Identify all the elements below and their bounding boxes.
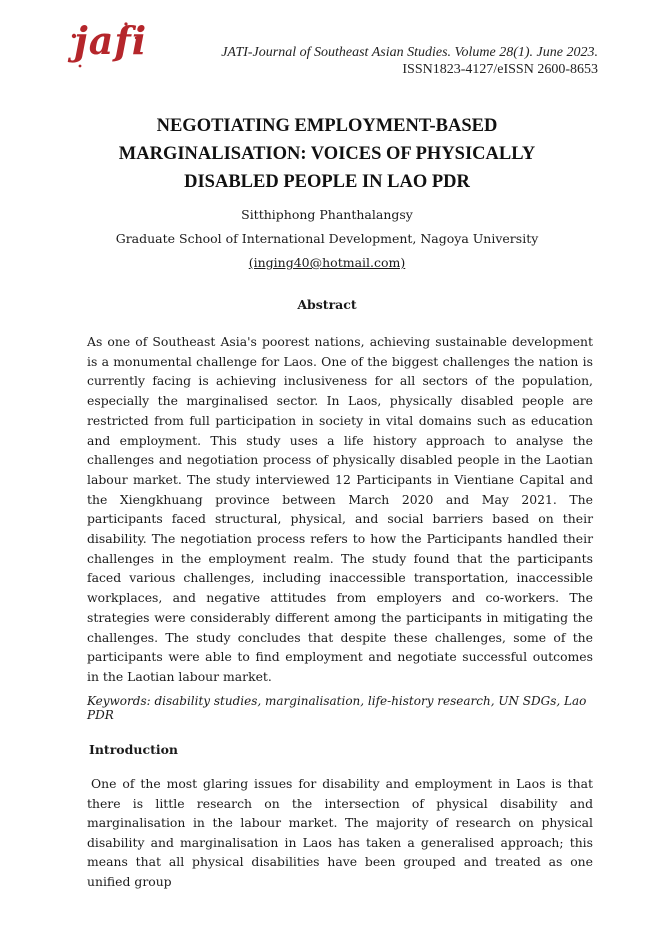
journal-volume: JATI-Journal of Southeast Asian Studies. Volume 28(1). June 2023. [221, 45, 598, 60]
author-block [40, 203, 614, 275]
introduction-heading: Introduction [89, 742, 179, 757]
abstract-heading: Abstract [297, 297, 357, 312]
journal-citation [221, 44, 598, 78]
author-name: Sitthiphong Phanthalangsy [241, 207, 413, 222]
author-email-link[interactable]: (inging40@hotmail.com) [248, 255, 406, 270]
keywords: Keywords: disability studies, marginalisation, life-history research, UN SDGs, Lao PDR [87, 694, 587, 722]
title-line-2: MARGINALISATION: VOICES OF PHYSICALLY [118, 144, 536, 164]
title-line-1: NEGOTIATING EMPLOYMENT-BASED [156, 116, 498, 136]
author-affiliation: Graduate School of International Development, Nagoya University [115, 231, 539, 246]
abstract-body: As one of Southeast Asia's poorest nations, achieving sustainable development is a monumental challenge for Laos. One of the biggest challenges the nation is currently facing is achieving inclusiveness for all sectors of the population, especially the marginalised sector. In Laos, physically disabled people are restricted from full participation in society in vital domains such as education and employment. This study uses a life history approach to analyse the challenges and negotiation process of physically disabled people in the Laotian labour market. The study interviewed 12 Participants in Vientiane Capital and the Xiengkhuang province between March 2020 and May 2021. The participants faced structural, physical, and social barriers based on their disability. The negotiation process refers to how the Participants handled their challenges in the employment realm. The study found that the participants faced various challenges, including inaccessible transportation, inaccessible workplaces, and negative attitudes from employers and co-workers. The strategies were considerably different among the participants in mitigating the challenges. The study concludes that despite these challenges, some of the participants were able to find employment and negotiate successful outcomes in the Laotian labour market. [87, 334, 593, 684]
logo-text: jafi [74, 18, 148, 63]
paper-title [40, 112, 614, 196]
title-line-3: DISABLED PEOPLE IN LAO PDR [184, 172, 470, 192]
journal-issn: ISSN1823-4127/eISSN 2600-8653 [402, 62, 598, 77]
introduction-body: One of the most glaring issues for disability and employment in Laos is that there is little research on the intersection of physical disability and marginalisation in the labour market. The majority of research on physical disability and marginalisation in Laos has taken a generalised approach; this means that all physical disabilities have been grouped and treated as one unified group [87, 776, 593, 889]
